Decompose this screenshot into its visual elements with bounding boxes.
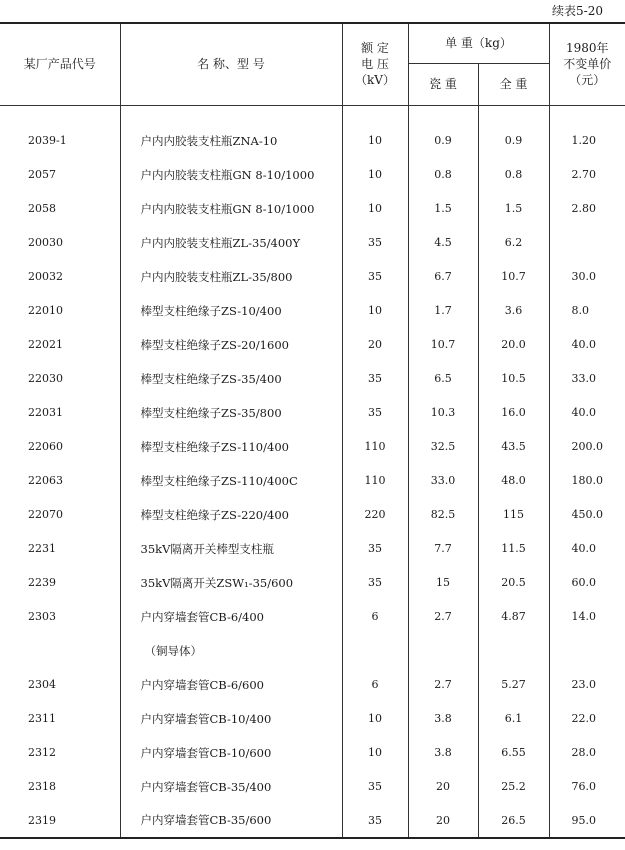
- cell-total-weight: 4.87: [478, 600, 549, 634]
- cell-name: 棒型支柱绝缘子ZS-110/400C: [120, 464, 342, 498]
- cell-voltage: 10: [342, 105, 408, 158]
- cell-price: 33.0: [549, 362, 625, 396]
- cell-total-weight: 26.5: [478, 804, 549, 838]
- cell-porcelain-weight: [408, 634, 478, 668]
- cell-price: 8.0: [549, 294, 625, 328]
- table-row: [0, 770, 625, 804]
- cell-total-weight: 48.0: [478, 464, 549, 498]
- header-price: [549, 23, 625, 105]
- cell-voltage: 110: [342, 430, 408, 464]
- cell-name: 户内穿墙套管CB-10/600: [120, 736, 342, 770]
- cell-price: 14.0: [549, 600, 625, 634]
- table-caption: 续表5-20: [552, 4, 603, 18]
- header-total-weight: 全 重: [478, 63, 549, 105]
- cell-total-weight: 6.1: [478, 702, 549, 736]
- cell-code: 22060: [28, 440, 63, 453]
- table-body: [0, 105, 625, 838]
- cell-code: 22070: [28, 508, 63, 521]
- cell-price: 40.0: [549, 396, 625, 430]
- cell-total-weight: 115: [478, 498, 549, 532]
- cell-price: 30.0: [549, 260, 625, 294]
- table-row: [0, 105, 625, 158]
- cell-porcelain-weight: 1.5: [408, 192, 478, 226]
- cell-porcelain-weight: 32.5: [408, 430, 478, 464]
- cell-name: 户内内胶装支柱瓶ZL-35/800: [120, 260, 342, 294]
- table-row: [0, 634, 625, 668]
- cell-code: 2057: [28, 168, 56, 181]
- cell-total-weight: 43.5: [478, 430, 549, 464]
- table-row: [0, 294, 625, 328]
- cell-price: 28.0: [549, 736, 625, 770]
- cell-total-weight: 6.2: [478, 226, 549, 260]
- cell-voltage: 6: [342, 600, 408, 634]
- cell-voltage: 10: [342, 294, 408, 328]
- cell-price: 180.0: [549, 464, 625, 498]
- header-porcelain-weight: 瓷 重: [408, 63, 478, 105]
- cell-price: 60.0: [549, 566, 625, 600]
- cell-total-weight: 3.6: [478, 294, 549, 328]
- cell-name: 户内穿墙套管CB-6/600: [120, 668, 342, 702]
- cell-code: 2311: [28, 712, 56, 725]
- cell-code: 22021: [28, 338, 63, 351]
- table-row: [0, 396, 625, 430]
- cell-voltage: 220: [342, 498, 408, 532]
- cell-total-weight: 10.5: [478, 362, 549, 396]
- table-row: [0, 702, 625, 736]
- cell-voltage: 10: [342, 736, 408, 770]
- cell-porcelain-weight: 20: [408, 804, 478, 838]
- cell-total-weight: 20.5: [478, 566, 549, 600]
- cell-price: [549, 634, 625, 668]
- table-row: [0, 736, 625, 770]
- cell-porcelain-weight: 0.8: [408, 158, 478, 192]
- cell-voltage: 6: [342, 668, 408, 702]
- cell-code: 22031: [28, 406, 63, 419]
- cell-price: [549, 226, 625, 260]
- table-row: [0, 668, 625, 702]
- header-voltage-line1: 额 定: [361, 40, 389, 55]
- cell-total-weight: 20.0: [478, 328, 549, 362]
- cell-porcelain-weight: 33.0: [408, 464, 478, 498]
- cell-name: 户内穿墙套管CB-35/400: [120, 770, 342, 804]
- cell-porcelain-weight: 1.7: [408, 294, 478, 328]
- cell-code: 2303: [28, 610, 56, 623]
- table-row: [0, 532, 625, 566]
- header-unit-weight: 单 重（kg）: [408, 23, 549, 63]
- cell-porcelain-weight: 3.8: [408, 736, 478, 770]
- cell-price: 450.0: [549, 498, 625, 532]
- cell-price: 40.0: [549, 328, 625, 362]
- table-row: [0, 260, 625, 294]
- cell-porcelain-weight: 10.7: [408, 328, 478, 362]
- cell-voltage: 20: [342, 328, 408, 362]
- cell-voltage: 10: [342, 192, 408, 226]
- cell-total-weight: 1.5: [478, 192, 549, 226]
- cell-name: 户内内胶装支柱瓶GN 8-10/1000: [120, 158, 342, 192]
- table-row: [0, 498, 625, 532]
- cell-porcelain-weight: 15: [408, 566, 478, 600]
- cell-voltage: 35: [342, 532, 408, 566]
- cell-voltage: 35: [342, 770, 408, 804]
- cell-name: 35kV隔离开关棒型支柱瓶: [120, 532, 342, 566]
- cell-name: 棒型支柱绝缘子ZS-35/400: [120, 362, 342, 396]
- cell-code: 2231: [28, 542, 56, 555]
- cell-name: 35kV隔离开关ZSW₁-35/600: [120, 566, 342, 600]
- table-header: [0, 23, 625, 105]
- table-row: [0, 804, 625, 838]
- cell-total-weight: 0.8: [478, 158, 549, 192]
- cell-total-weight: 10.7: [478, 260, 549, 294]
- cell-name: 户内穿墙套管CB-10/400: [120, 702, 342, 736]
- cell-name: 户内内胶装支柱瓶ZL-35/400Y: [120, 226, 342, 260]
- cell-code: 2312: [28, 746, 56, 759]
- cell-voltage: 110: [342, 464, 408, 498]
- cell-total-weight: 16.0: [478, 396, 549, 430]
- cell-total-weight: 0.9: [478, 105, 549, 158]
- cell-porcelain-weight: 6.5: [408, 362, 478, 396]
- cell-code: 20032: [28, 270, 63, 283]
- cell-voltage: 35: [342, 566, 408, 600]
- cell-name: 棒型支柱绝缘子ZS-35/800: [120, 396, 342, 430]
- insulator-table: [0, 22, 625, 839]
- header-price-line3: （元）: [569, 73, 606, 88]
- cell-price: 40.0: [549, 532, 625, 566]
- cell-name: 户内内胶装支柱瓶ZNA-10: [120, 105, 342, 158]
- cell-porcelain-weight: 2.7: [408, 668, 478, 702]
- cell-code: 2318: [28, 780, 56, 793]
- table-row: [0, 192, 625, 226]
- cell-code: 2239: [28, 576, 56, 589]
- cell-code: 2319: [0, 804, 120, 838]
- header-code: 某厂产品代号: [0, 23, 120, 105]
- cell-porcelain-weight: 2.7: [408, 600, 478, 634]
- cell-total-weight: [478, 634, 549, 668]
- cell-name: 棒型支柱绝缘子ZS-20/1600: [120, 328, 342, 362]
- cell-name: 棒型支柱绝缘子ZS-110/400: [120, 430, 342, 464]
- cell-name: 棒型支柱绝缘子ZS-220/400: [120, 498, 342, 532]
- table-row: [0, 158, 625, 192]
- cell-name: 棒型支柱绝缘子ZS-10/400: [120, 294, 342, 328]
- cell-porcelain-weight: 10.3: [408, 396, 478, 430]
- cell-voltage: 35: [342, 396, 408, 430]
- cell-voltage: 10: [342, 702, 408, 736]
- cell-price: 1.20: [549, 105, 625, 158]
- header-name: 名 称、型 号: [120, 23, 342, 105]
- header-voltage: [342, 23, 408, 105]
- header-price-line1: 1980年: [565, 40, 609, 55]
- cell-total-weight: 5.27: [478, 668, 549, 702]
- table-row: [0, 362, 625, 396]
- cell-name: （铜导体）: [120, 634, 342, 668]
- header-voltage-line2: 电 压: [361, 57, 389, 72]
- cell-code: 22010: [28, 304, 63, 317]
- cell-price: 95.0: [549, 804, 625, 838]
- header-voltage-line3: （kV）: [355, 73, 395, 88]
- table-row: [0, 600, 625, 634]
- table-row: [0, 566, 625, 600]
- cell-price: 200.0: [549, 430, 625, 464]
- cell-name: 户内穿墙套管CB-35/600: [120, 804, 342, 838]
- cell-code: 2058: [28, 202, 56, 215]
- cell-code: 2039-1: [28, 134, 67, 147]
- cell-porcelain-weight: 4.5: [408, 226, 478, 260]
- cell-price: 23.0: [549, 668, 625, 702]
- cell-voltage: 10: [342, 158, 408, 192]
- cell-code: 22063: [28, 474, 63, 487]
- table-row: [0, 464, 625, 498]
- cell-porcelain-weight: 6.7: [408, 260, 478, 294]
- cell-voltage: [342, 634, 408, 668]
- table-row: [0, 430, 625, 464]
- cell-name: 户内穿墙套管CB-6/400: [120, 600, 342, 634]
- cell-porcelain-weight: 0.9: [408, 105, 478, 158]
- cell-code: [0, 634, 120, 668]
- cell-total-weight: 25.2: [478, 770, 549, 804]
- cell-voltage: 35: [342, 804, 408, 838]
- table-row: [0, 328, 625, 362]
- cell-price: 22.0: [549, 702, 625, 736]
- cell-code: 20030: [28, 236, 63, 249]
- cell-porcelain-weight: 82.5: [408, 498, 478, 532]
- table-row: [0, 226, 625, 260]
- cell-total-weight: 11.5: [478, 532, 549, 566]
- header-price-line2: 不变单价: [563, 57, 612, 72]
- cell-porcelain-weight: 3.8: [408, 702, 478, 736]
- cell-voltage: 35: [342, 362, 408, 396]
- cell-porcelain-weight: 20: [408, 770, 478, 804]
- cell-price: 76.0: [549, 770, 625, 804]
- cell-voltage: 35: [342, 260, 408, 294]
- cell-total-weight: 6.55: [478, 736, 549, 770]
- cell-voltage: 35: [342, 226, 408, 260]
- cell-name: 户内内胶装支柱瓶GN 8-10/1000: [120, 192, 342, 226]
- cell-porcelain-weight: 7.7: [408, 532, 478, 566]
- cell-code: 22030: [28, 372, 63, 385]
- cell-price: 2.80: [549, 192, 625, 226]
- cell-price: 2.70: [549, 158, 625, 192]
- cell-code: 2304: [28, 678, 56, 691]
